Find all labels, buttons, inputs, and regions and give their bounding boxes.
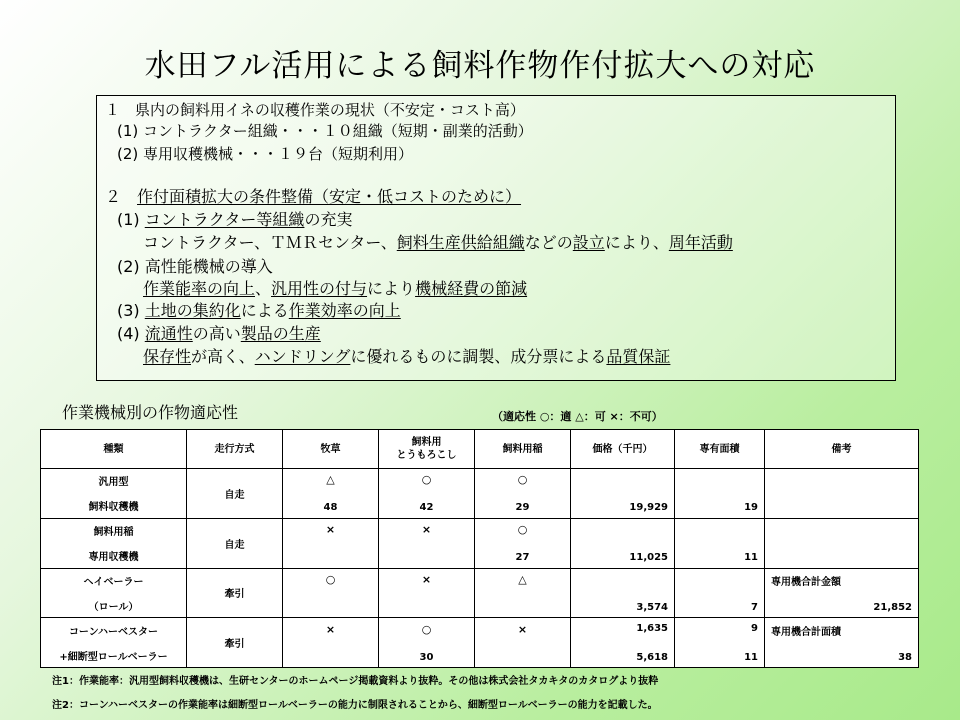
area-cell (675, 469, 765, 519)
footnote-1: 注1：作業能率：汎用型飼料収穫機は、生研センターのホームページ掲載資料より抜粋。その他は株式会社タカキタのカタログより抜粋 (52, 676, 659, 687)
item-text: 作業効率の向上 (288, 301, 401, 320)
type-cell (41, 518, 187, 568)
column-header: 価格（千円） (571, 430, 675, 469)
drive-cell: 牽引 (187, 568, 283, 618)
detail-text: 汎用性の付与 (271, 279, 368, 298)
section2-item2: (2) 高性能機械の導入 (117, 257, 273, 276)
column-header: 専有面積 (675, 430, 765, 469)
price-value: 5,618 (636, 651, 668, 663)
column-header: 飼料用 とうもろこし (379, 430, 475, 469)
section2-item2-detail (143, 279, 527, 299)
item-text: 土地の集約化 (144, 301, 241, 320)
section2-item4 (117, 324, 321, 344)
table-row (41, 618, 919, 668)
type-name: 飼料用稲 (93, 527, 134, 539)
area-value: 11 (744, 552, 758, 564)
remarks-value: 38 (898, 651, 912, 663)
type-name: 汎用型 (98, 477, 129, 489)
type-subname: 飼料収穫機 (88, 502, 139, 514)
detail-text: 、 (255, 279, 272, 298)
rice-cell (475, 469, 571, 519)
detail-text: 設立 (572, 233, 605, 252)
detail-text: が高く、 (191, 347, 255, 366)
detail-text: 品質保証 (606, 347, 671, 366)
area-cell (675, 618, 765, 668)
area-value: 7 (751, 601, 758, 613)
remarks-value: 21,852 (873, 601, 912, 613)
detail-text: 機械経費の節減 (415, 279, 528, 298)
suitability-mark: × (517, 622, 528, 636)
grass-cell (283, 469, 379, 519)
type-cell (41, 568, 187, 618)
remarks-cell (765, 568, 919, 618)
drive-cell: 自走 (187, 469, 283, 519)
section2-item4-detail (143, 347, 670, 367)
price-value: 19,929 (629, 502, 668, 514)
type-name: ヘイベーラー (83, 576, 144, 588)
area-cell (675, 518, 765, 568)
remarks-cell (765, 618, 919, 668)
section2-item1 (117, 210, 352, 230)
table-legend: （適応性 ○：適 △：可 ×：不可） (492, 410, 663, 423)
price-value: 3,574 (636, 601, 668, 613)
type-cell (41, 618, 187, 668)
rice-cell (475, 518, 571, 568)
suitability-mark: × (421, 523, 432, 537)
grass-cell (283, 618, 379, 668)
section2-item1-detail (143, 233, 733, 253)
suitability-table (40, 429, 919, 668)
table-header-row (41, 430, 919, 469)
item-number: (1) (117, 210, 145, 229)
item-text: 製品の生産 (240, 324, 321, 343)
suitability-mark: × (325, 523, 336, 537)
work-rate: 48 (323, 502, 338, 514)
item-text: による (240, 301, 289, 320)
detail-text: などの (524, 233, 573, 252)
suitability-mark: × (421, 572, 432, 586)
detail-text: 保存性 (143, 347, 192, 366)
work-rate: 27 (515, 552, 530, 564)
remarks-cell (765, 469, 919, 519)
section1-item1: (1) コントラクター組織・・・１０組織（短期・副業的活動） (117, 122, 533, 140)
section2-heading (105, 187, 521, 207)
item-number: (3) (117, 301, 145, 320)
section2-number: ２ (105, 187, 138, 206)
suitability-mark: △ (518, 572, 527, 586)
column-header: 走行方式 (187, 430, 283, 469)
section2-title: 作付面積拡大の条件整備（安定・低コストのために） (137, 187, 522, 206)
suitability-mark: ○ (421, 622, 432, 636)
detail-text: により、 (604, 233, 669, 252)
drive-cell: 牽引 (187, 618, 283, 668)
area-value: 19 (744, 502, 758, 514)
detail-text: 飼料生産供給組織 (396, 233, 525, 252)
area-value: 9 (751, 622, 758, 634)
column-header: 飼料用稲 (475, 430, 571, 469)
price-cell (571, 568, 675, 618)
detail-text: に優れるものに調製、成分票による (350, 347, 607, 366)
work-rate: 30 (419, 651, 434, 663)
suitability-mark: × (325, 622, 336, 636)
section1-heading: １ 県内の飼料用イネの収穫作業の現状（不安定・コスト高） (105, 101, 525, 119)
corn-cell (379, 568, 475, 618)
column-header: 牧草 (283, 430, 379, 469)
type-subname: （ロール） (88, 601, 139, 613)
item-text: の充実 (304, 210, 353, 229)
area-value: 11 (744, 651, 758, 663)
price-cell (571, 618, 675, 668)
suitability-mark: ○ (517, 473, 528, 487)
price-value: 1,635 (636, 622, 668, 634)
price-cell (571, 469, 675, 519)
detail-text: コントラクター、ＴＭＲセンター、 (143, 233, 397, 252)
detail-text: ハンドリング (254, 347, 351, 366)
price-value: 11,025 (629, 552, 668, 564)
table-row (41, 469, 919, 519)
detail-text: 作業能率の向上 (143, 279, 256, 298)
footnote-2: 注2：コーンハーベスターの作業能率は細断型ロールベーラーの能力に制限されることから、細断型ロールベーラーの能力を記載した。 (52, 700, 658, 711)
corn-cell (379, 518, 475, 568)
remarks-label: 専用機合計金額 (771, 576, 841, 588)
column-header: 備考 (765, 430, 919, 469)
section2-item3 (117, 301, 401, 321)
type-subname: 専用収穫機 (88, 552, 139, 564)
item-number: (4) (117, 324, 145, 343)
work-rate: 42 (419, 502, 434, 514)
section1-item2: (2) 専用収穫機械・・・１９台（短期利用） (117, 145, 414, 163)
suitability-mark: △ (326, 473, 335, 487)
table-row (41, 568, 919, 618)
item-text: コントラクター等組織 (144, 210, 305, 229)
detail-text: 周年活動 (668, 233, 733, 252)
item-text: の高い (192, 324, 241, 343)
drive-cell: 自走 (187, 518, 283, 568)
corn-cell (379, 618, 475, 668)
suitability-mark: ○ (517, 523, 528, 537)
type-subname: +細断型ロールベーラー (59, 651, 168, 663)
grass-cell (283, 568, 379, 618)
column-header: 種類 (41, 430, 187, 469)
type-name: コーンハーベスター (68, 626, 159, 638)
remarks-cell (765, 518, 919, 568)
detail-text: により (367, 279, 416, 298)
suitability-mark: ○ (325, 572, 336, 586)
suitability-mark: ○ (421, 473, 432, 487)
price-cell (571, 518, 675, 568)
corn-cell (379, 469, 475, 519)
grass-cell (283, 518, 379, 568)
remarks-label: 専用機合計面積 (771, 626, 841, 638)
item-text: 流通性 (144, 324, 193, 343)
summary-box (96, 95, 896, 381)
type-cell (41, 469, 187, 519)
work-rate: 29 (515, 502, 530, 514)
rice-cell (475, 568, 571, 618)
rice-cell (475, 618, 571, 668)
table-caption: 作業機械別の作物適応性 (62, 403, 239, 422)
area-cell (675, 568, 765, 618)
table-row (41, 518, 919, 568)
page-title: 水田フル活用による飼料作物作付拡大への対応 (144, 48, 816, 84)
